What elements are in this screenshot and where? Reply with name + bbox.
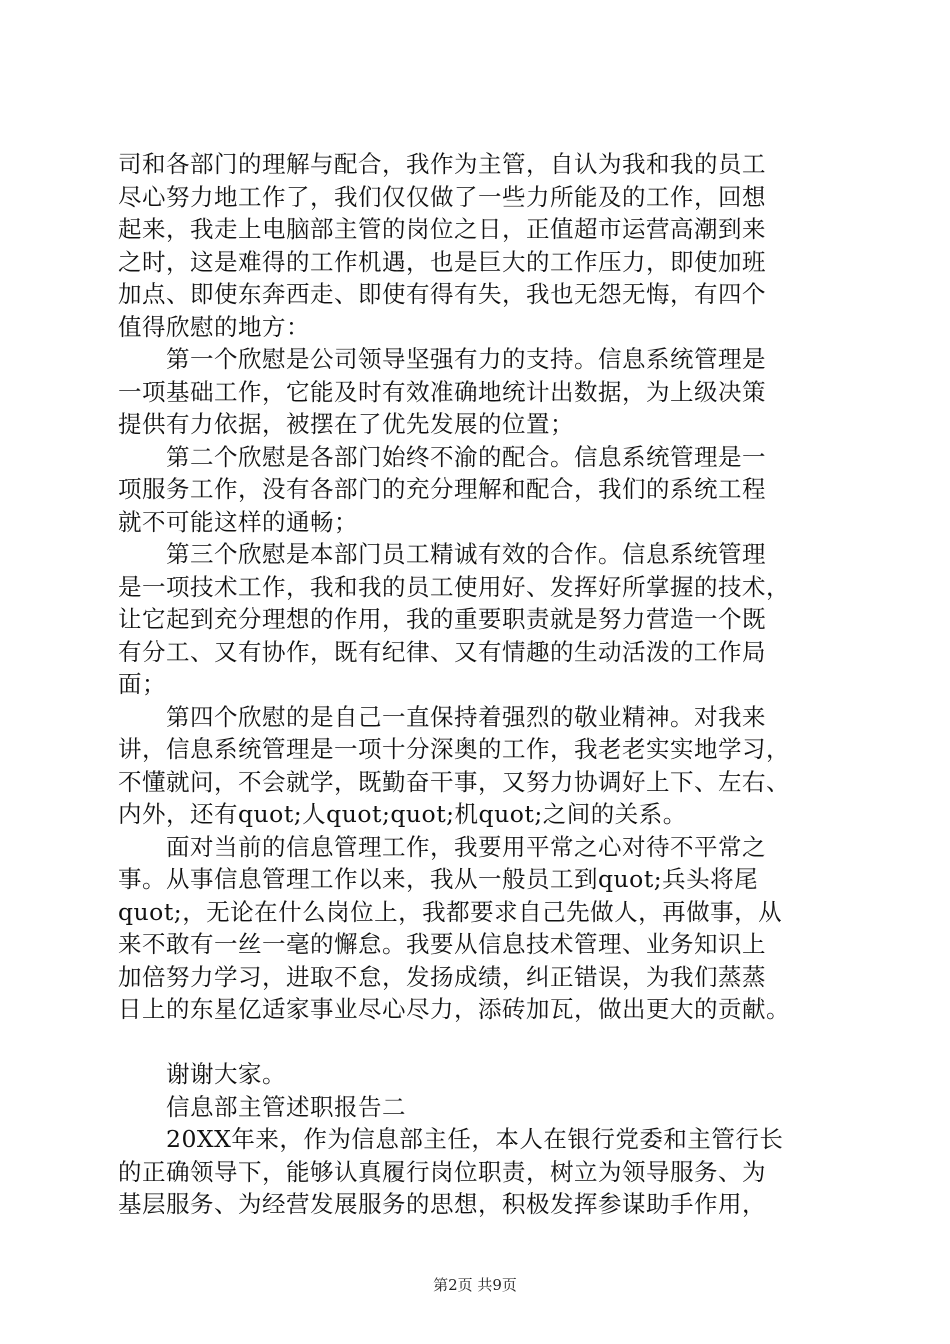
text-line: 内外，还有quot;人quot;quot;机quot;之间的关系。 — [118, 800, 687, 828]
text-line: 值得欣慰的地方： — [118, 312, 310, 341]
text-line: 第三个欣慰是本部门员工精诚有效的合作。信息系统管理 — [166, 540, 766, 568]
page-footer: 第2页 共9页 — [433, 1276, 517, 1294]
text-line: 不懂就问，不会就学，既勤奋干事，又努力协调好上下、左右、 — [118, 767, 790, 796]
text-line: 谢谢大家。 — [166, 1060, 286, 1088]
text-line: 起来，我走上电脑部主管的岗位之日，正值超市运营高潮到来 — [118, 215, 766, 243]
text-line: 尽心努力地工作了，我们仅仅做了一些力所能及的工作，回想 — [118, 182, 766, 211]
text-line: 有分工、又有协作，既有纪律、又有情趣的生动活泼的工作局 — [118, 637, 766, 666]
text-line: 就不可能这样的通畅； — [118, 507, 358, 536]
text-line: 信息部主管述职报告二 — [166, 1092, 406, 1121]
text-line: 日上的东星亿适家事业尽心尽力，添砖加瓦，做出更大的贡献。 — [118, 995, 790, 1023]
text-line: 来不敢有一丝一毫的懈怠。我要从信息技术管理、业务知识上 — [118, 930, 766, 958]
blank-line — [118, 1026, 838, 1059]
text-line: 第一个欣慰是公司领导坚强有力的支持。信息系统管理是 — [166, 345, 766, 373]
text-line: 加倍努力学习，进取不怠，发扬成绩，纠正错误，为我们蒸蒸 — [118, 962, 766, 991]
text-line: 是一项技术工作，我和我的员工使用好、发挥好所掌握的技术， — [118, 572, 790, 601]
text-line: 面对当前的信息管理工作，我要用平常之心对待不平常之 — [166, 832, 766, 861]
text-line: 一项基础工作，它能及时有效准确地统计出数据，为上级决策 — [118, 377, 766, 406]
text-line: 提供有力依据，被摆在了优先发展的位置； — [118, 410, 574, 438]
text-line: 项服务工作，没有各部门的充分理解和配合，我们的系统工程 — [118, 475, 766, 503]
text-line: 20XX年来，作为信息部主任，本人在银行党委和主管行长 — [166, 1125, 784, 1153]
text-line: 事。从事信息管理工作以来，我从一般员工到quot;兵头将尾 — [118, 865, 759, 893]
text-line: 第二个欣慰是各部门始终不渝的配合。信息系统管理是一 — [166, 442, 766, 471]
text-line: 基层服务、为经营发展服务的思想，积极发挥参谋助手作用， — [118, 1190, 766, 1218]
text-line: 加点、即使东奔西走、即使有得有失，我也无怨无悔，有四个 — [118, 280, 766, 308]
text-line: 之时，这是难得的工作机遇，也是巨大的工作压力，即使加班 — [118, 247, 766, 276]
text-line: 第四个欣慰的是自己一直保持着强烈的敬业精神。对我来 — [166, 702, 766, 731]
text-line: 面； — [118, 670, 166, 698]
text-line: quot;，无论在什么岗位上，我都要求自己先做人，再做事，从 — [118, 897, 783, 926]
text-line: 的正确领导下，能够认真履行岗位职责，树立为领导服务、为 — [118, 1157, 766, 1186]
text-line: 让它起到充分理想的作用，我的重要职责就是努力营造一个既 — [118, 605, 766, 633]
body-text — [118, 148, 838, 1221]
text-line: 司和各部门的理解与配合，我作为主管，自认为我和我的员工 — [118, 150, 766, 178]
text-line: 讲，信息系统管理是一项十分深奥的工作，我老老实实地学习， — [118, 735, 790, 763]
